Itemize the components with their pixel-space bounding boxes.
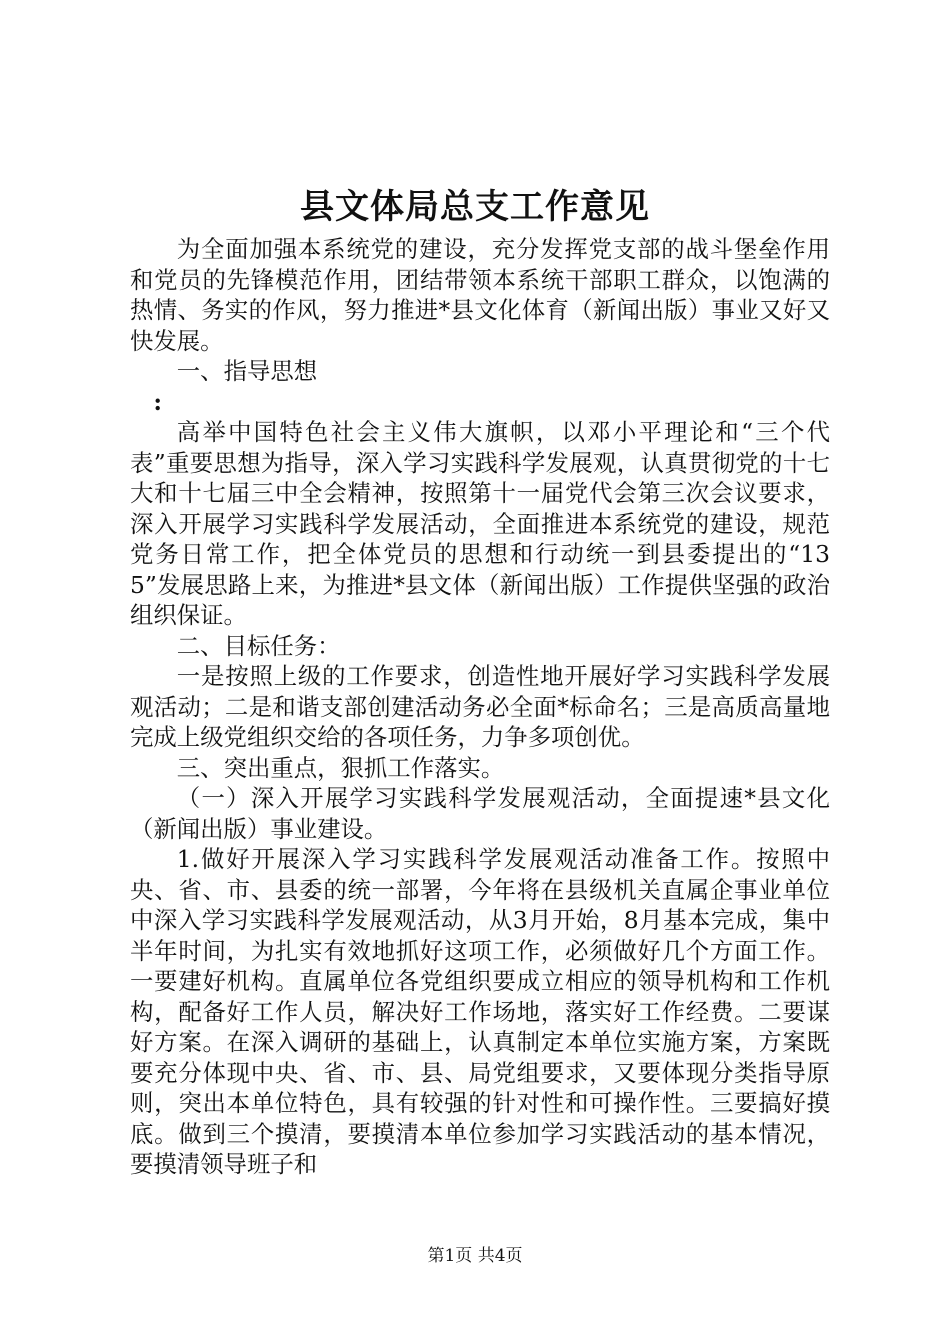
page-footer: 第1页 共4页: [427, 1246, 523, 1266]
heading-goals: 二、目标任务：: [176, 631, 341, 660]
document-body: [130, 234, 830, 1180]
document-title: 县文体局总支工作意见: [300, 187, 650, 227]
paragraph-item-one: 1.做好开展深入学习实践科学发展观活动准备工作。按照中央、省、市、县委的统一部署，今年将在县级机关直属企事业单位中深入学习实践科学发展观活动，从3月开始，8月基本完成，集中半年时间，为扎实有效地抓好这项工作，必须做好几个方面工作。一要建好机构。直属单位各党组织要成立相应的领导机构和工作机构，配备好工作人员，解决好工作场地，落实好工作经费。二要谋好方案。在深入调研的基础上，认真制定本单位实施方案，方案既要充分体现中央、省、市、县、局党组要求，又要体现分类指导原则，突出本单位特色，具有较强的针对性和可操作性。三要搞好摸底。做到三个摸清，要摸清本单位参加学习实践活动的基本情况，要摸清领导班子和: [130, 845, 830, 1178]
stray-colon: :: [153, 387, 163, 416]
heading-guiding-thought: 一、指导思想: [176, 357, 318, 385]
heading-key-points: 三、突出重点，狠抓工作落实。: [176, 753, 505, 782]
paragraph-goals: 一是按照上级的工作要求，创造性地开展好学习实践科学发展观活动；二是和谐支部创建活动务必全面*标命名；三是高质高量地完成上级党组织交给的各项任务，力争多项创优。: [130, 662, 830, 751]
subheading-one: （一）深入开展学习实践科学发展观活动，全面提速*县文化（新闻出版）事业建设。: [130, 784, 830, 843]
paragraph-intro: 为全面加强本系统党的建设，充分发挥党支部的战斗堡垒作用和党员的先锋模范作用，团结带领本系统干部职工群众，以饱满的热情、务实的作风，努力推进*县文化体育（新闻出版）事业又好又快发展。: [130, 235, 830, 355]
paragraph-guiding-thought: 高举中国特色社会主义伟大旗帜，以邓小平理论和“三个代表”重要思想为指导，深入学习实践科学发展观，认真贯彻党的十七大和十七届三中全会精神，按照第十一届党代会第三次会议要求，深入开展学习实践科学发展活动，全面推进本系统党的建设，规范党务日常工作，把全体党员的思想和行动统一到县委提出的“135”发展思路上来，为推进*县文体（新闻出版）工作提供坚强的政治组织保证。: [130, 418, 830, 629]
